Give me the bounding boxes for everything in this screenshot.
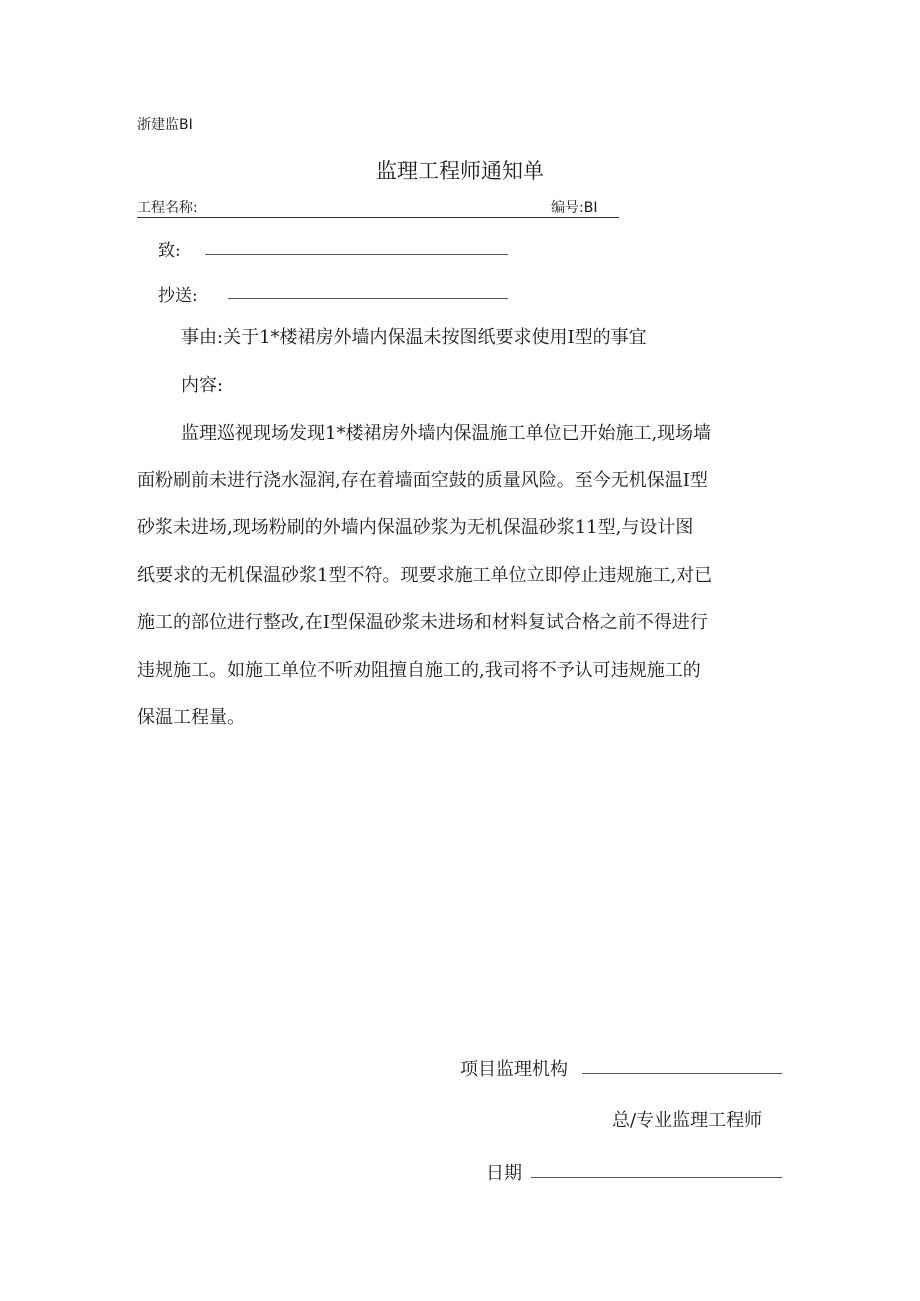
date-label: 日期 xyxy=(486,1163,522,1184)
document-title: 监理工程师通知单 xyxy=(376,159,544,183)
to-field-line[interactable] xyxy=(205,254,508,255)
body-line: 施工的部位进行整改,在I型保温砂浆未进场和材料复试合格之前不得进行 xyxy=(137,612,708,633)
notice-subject: 事由:关于1*楼裙房外墙内保温未按图纸要求使用I型的事宜 xyxy=(181,327,647,348)
content-label: 内容: xyxy=(181,375,224,396)
body-line: 纸要求的无机保温砂浆1型不符。现要求施工单位立即停止违规施工,对已 xyxy=(137,565,713,586)
project-number-label: 编号:BI xyxy=(551,200,598,216)
body-line: 违规施工。如施工单位不听劝阻擅自施工的,我司将不予认可违规施工的 xyxy=(137,660,701,681)
body-line: 保温工程量。 xyxy=(137,707,245,728)
project-row xyxy=(137,197,619,218)
body-line: 面粉刷前未进行浇水湿润,存在着墙面空鼓的质量风险。至今无机保温I型 xyxy=(137,470,708,491)
cc-field-line[interactable] xyxy=(228,298,508,299)
project-name-label: 工程名称: xyxy=(137,200,198,216)
supervision-org-label: 项目监理机构 xyxy=(460,1059,568,1080)
engineer-label: 总/专业监理工程师 xyxy=(612,1110,763,1131)
body-line: 监理巡视现场发现1*楼裙房外墙内保温施工单位已开始施工,现场墙 xyxy=(181,423,712,444)
date-line[interactable] xyxy=(531,1177,782,1178)
cc-label: 抄送: xyxy=(158,286,198,306)
supervision-org-line[interactable] xyxy=(582,1073,782,1074)
form-code: 浙建监BI xyxy=(137,117,193,133)
to-label: 致: xyxy=(158,241,181,261)
body-line: 砂浆未进场,现场粉刷的外墙内保温砂浆为无机保温砂浆11型,与设计图 xyxy=(137,517,694,538)
